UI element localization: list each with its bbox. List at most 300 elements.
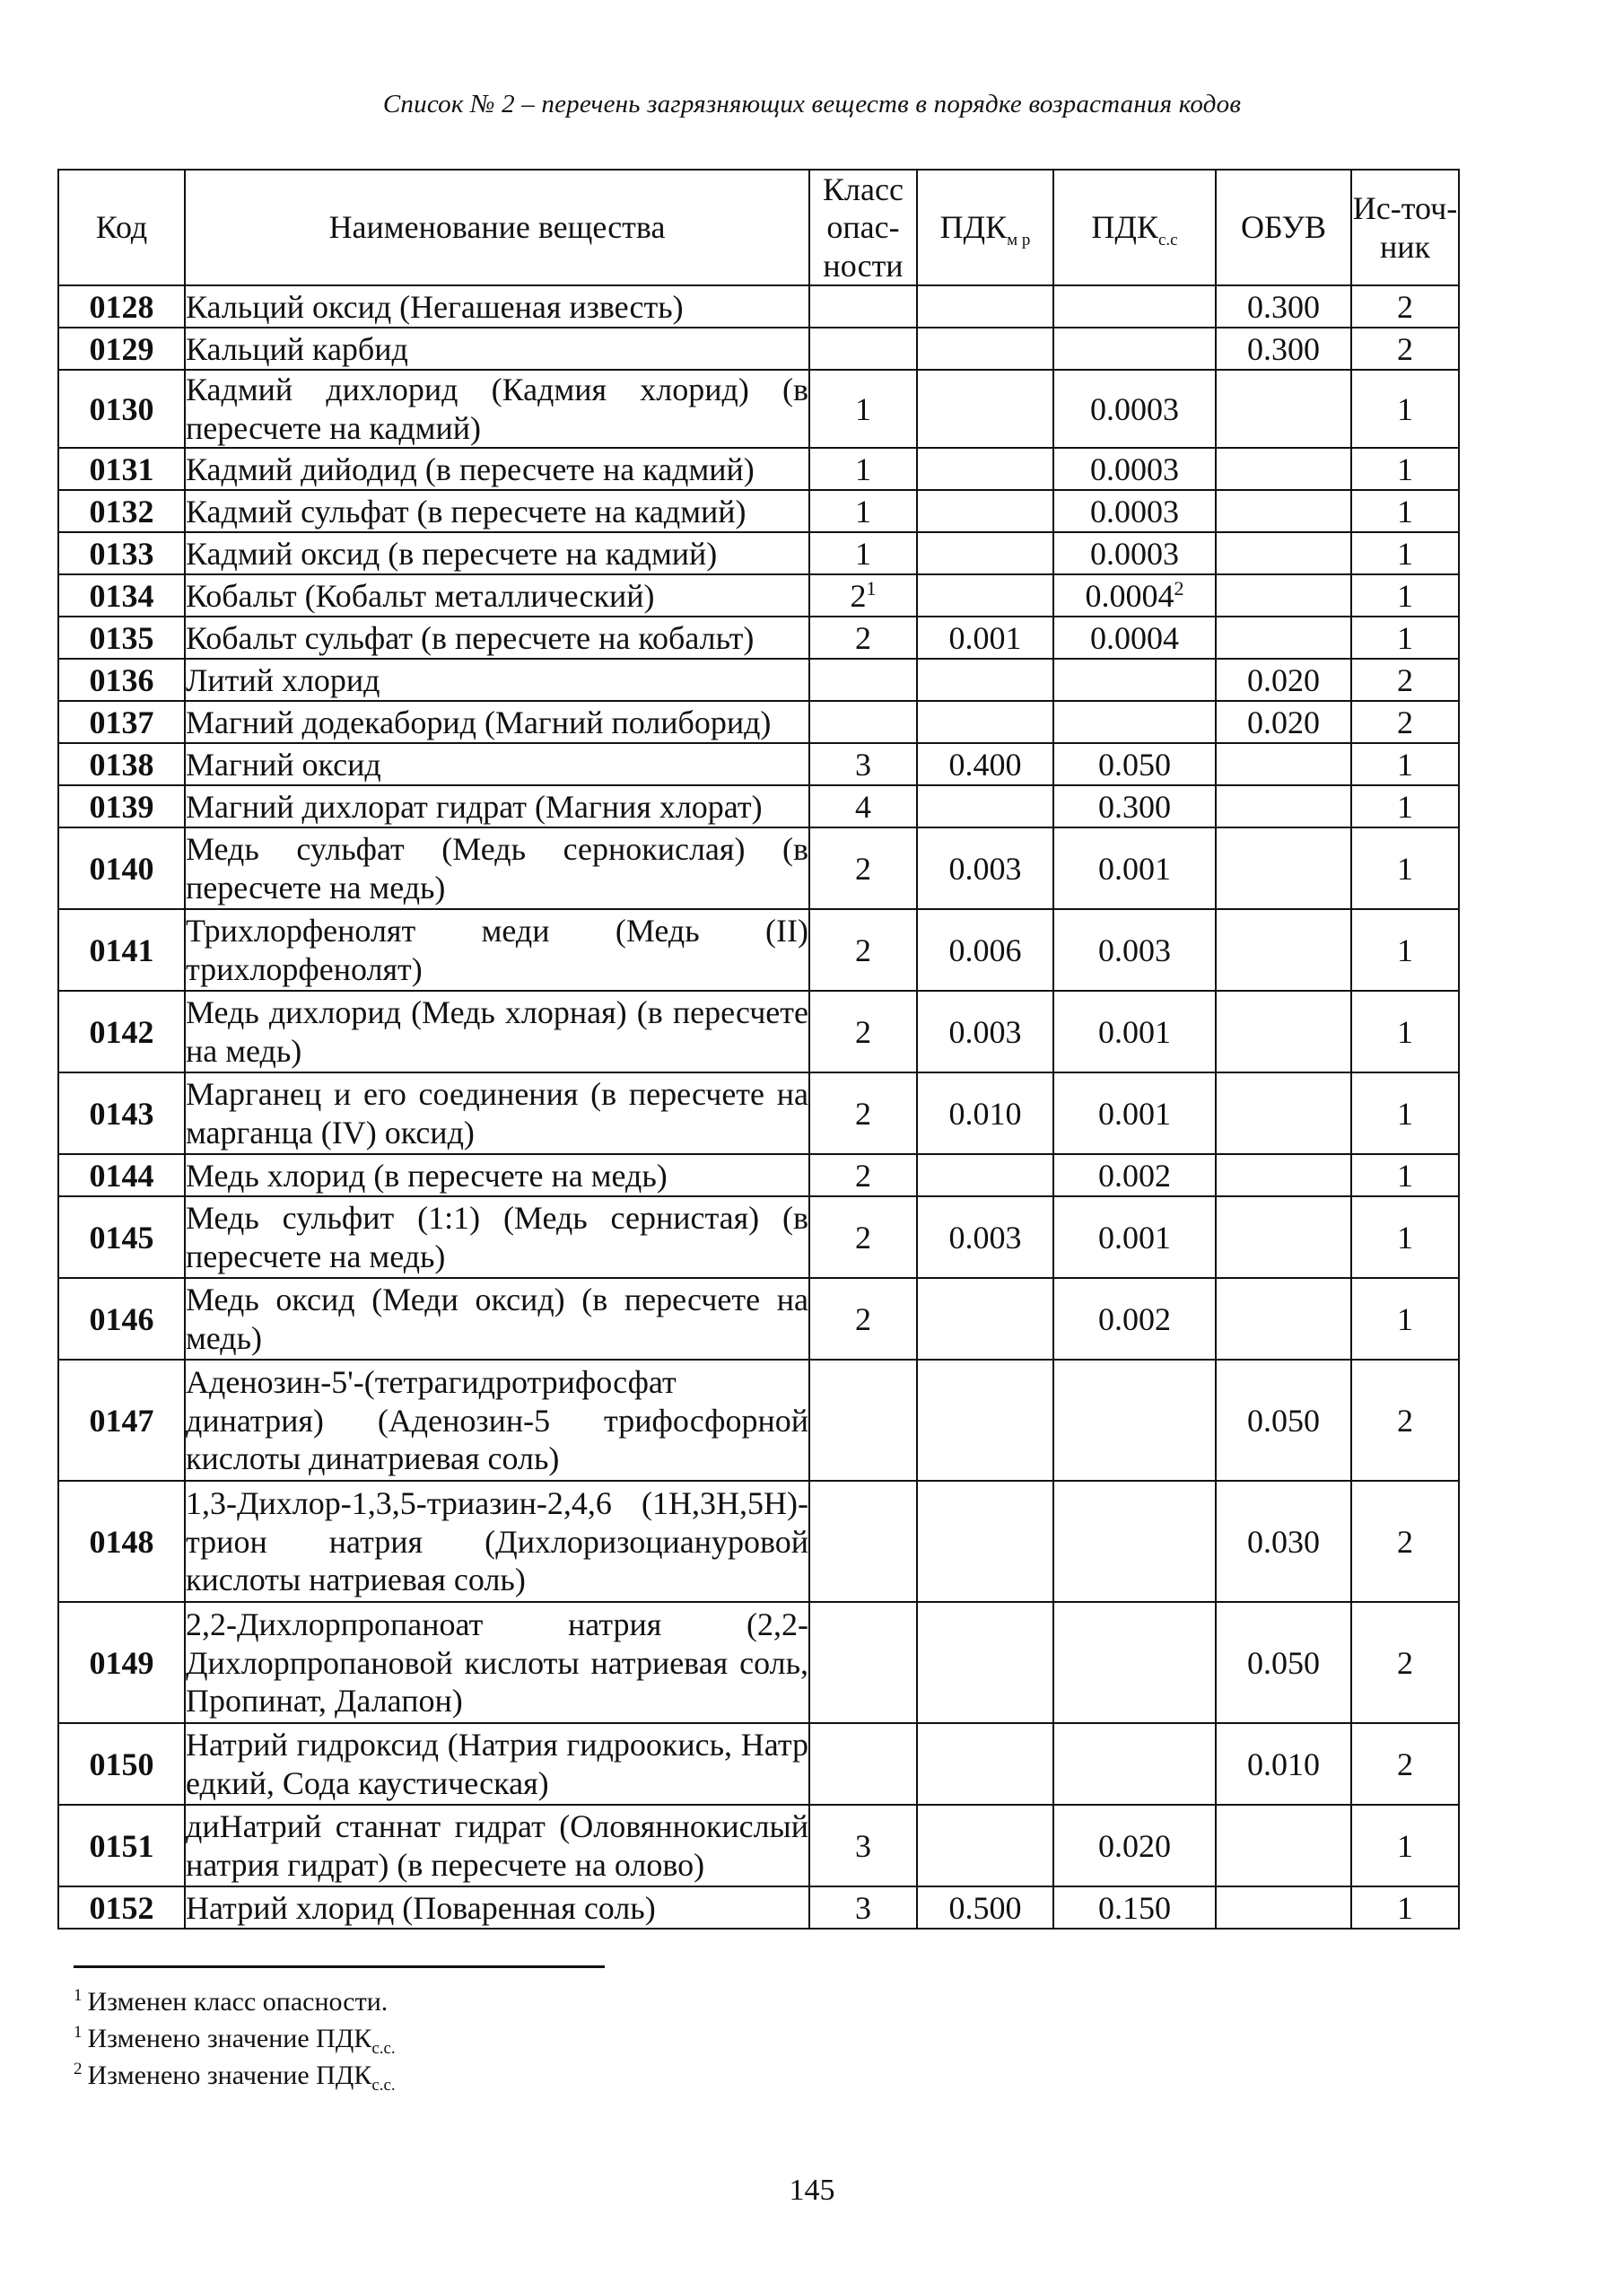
cell-code-text: 0143 — [89, 1095, 154, 1132]
cell-obuv — [1216, 1278, 1351, 1360]
cell-hazard-class-text: 3 — [855, 1827, 871, 1864]
cell-pdk-ss-text: 0.0003 — [1090, 493, 1179, 529]
cell-name-text: Литий хлорид — [186, 661, 380, 698]
footnote-mark: 1 — [74, 2023, 83, 2042]
cell-hazard-class-text: 3 — [855, 746, 871, 783]
cell-code-text: 0134 — [89, 577, 154, 614]
cell-pdk-ss — [1053, 743, 1216, 785]
cell-pdk-ss — [1053, 1723, 1216, 1805]
cell-code — [58, 701, 185, 743]
cell-source-text: 2 — [1397, 704, 1413, 740]
cell-name-text: Магний оксид — [186, 746, 381, 783]
table-row — [58, 1481, 1459, 1602]
cell-pdk-mr-text: 0.001 — [948, 619, 1022, 656]
cell-obuv — [1216, 1360, 1351, 1481]
table-row — [58, 370, 1459, 448]
cell-pdk-ss — [1053, 701, 1216, 743]
table-row — [58, 1154, 1459, 1196]
cell-name — [185, 285, 809, 328]
cell-hazard-class — [809, 370, 917, 448]
cell-hazard-class-text: 2 — [855, 850, 871, 887]
table-row — [58, 1360, 1459, 1481]
cell-name — [185, 617, 809, 659]
cell-name-text: Магний дихлорат гидрат (Магния хлорат) — [186, 788, 763, 825]
cell-pdk-mr — [917, 1154, 1053, 1196]
cell-name — [185, 448, 809, 490]
table-row — [58, 743, 1459, 785]
cell-code — [58, 991, 185, 1072]
table-row — [58, 1723, 1459, 1805]
cell-pdk-ss-text: 0.0003 — [1090, 451, 1179, 487]
cell-pdk-mr — [917, 1072, 1053, 1154]
cell-source — [1351, 1154, 1459, 1196]
cell-pdk-mr — [917, 574, 1053, 617]
cell-code-text: 0131 — [89, 451, 154, 487]
cell-obuv — [1216, 617, 1351, 659]
cell-hazard-class — [809, 490, 917, 532]
header-hazard-class-text: Класс опас-ности — [823, 171, 904, 284]
cell-hazard-class — [809, 701, 917, 743]
cell-pdk-ss — [1053, 1278, 1216, 1360]
cell-pdk-ss — [1053, 1481, 1216, 1602]
cell-source-text: 2 — [1397, 1746, 1413, 1782]
cell-pdk-mr-text: 0.003 — [948, 1013, 1022, 1050]
cell-pdk-ss-text: 0.0003 — [1090, 390, 1179, 427]
cell-pdk-mr-text: 0.006 — [948, 932, 1022, 968]
cell-pdk-ss-text: 0.0004 — [1090, 619, 1179, 656]
cell-obuv — [1216, 701, 1351, 743]
cell-hazard-class — [809, 1886, 917, 1929]
cell-code-text: 0146 — [89, 1300, 154, 1337]
cell-obuv — [1216, 448, 1351, 490]
table-row — [58, 785, 1459, 827]
table-row — [58, 490, 1459, 532]
cell-name — [185, 743, 809, 785]
cell-pdk-ss — [1053, 370, 1216, 448]
header-pdk-ss — [1053, 170, 1216, 285]
cell-name — [185, 370, 809, 448]
cell-obuv-text: 0.300 — [1247, 288, 1320, 325]
cell-name — [185, 1154, 809, 1196]
cell-hazard-class — [809, 1602, 917, 1723]
cell-hazard-class-text: 1 — [855, 493, 871, 529]
table-row — [58, 1602, 1459, 1723]
table-row — [58, 532, 1459, 574]
cell-name-text: Аденозин-5'-(тетрагидротрифосфат динатрия) (Аденозин-5 трифосфорной кислоты динатриевая соль) — [186, 1364, 808, 1477]
cell-obuv — [1216, 909, 1351, 991]
cell-code-text: 0147 — [89, 1402, 154, 1439]
cell-source — [1351, 328, 1459, 370]
cell-hazard-class — [809, 743, 917, 785]
cell-code-text: 0150 — [89, 1746, 154, 1782]
cell-name-text: Кальций карбид — [186, 330, 408, 367]
cell-pdk-ss-text: 0.001 — [1098, 1095, 1171, 1132]
cell-hazard-class — [809, 574, 917, 617]
cell-name-text: Медь оксид (Меди оксид) (в пересчете на медь) — [186, 1282, 808, 1356]
cell-pdk-ss-text: 0.001 — [1098, 850, 1171, 887]
cell-name — [185, 991, 809, 1072]
table-row — [58, 617, 1459, 659]
cell-hazard-class — [809, 659, 917, 701]
cell-code — [58, 370, 185, 448]
cell-hazard-class-text: 2 — [855, 1219, 871, 1256]
cell-source-text: 1 — [1397, 1300, 1413, 1337]
cell-source — [1351, 1278, 1459, 1360]
cell-obuv — [1216, 1805, 1351, 1886]
cell-obuv — [1216, 532, 1351, 574]
cell-pdk-ss — [1053, 448, 1216, 490]
cell-pdk-mr — [917, 328, 1053, 370]
footnote-text: Изменено значение ПДК — [87, 2061, 372, 2090]
cell-pdk-mr-text: 0.003 — [948, 1219, 1022, 1256]
cell-pdk-ss — [1053, 328, 1216, 370]
cell-code-text: 0145 — [89, 1219, 154, 1256]
cell-name — [185, 1886, 809, 1929]
cell-source — [1351, 617, 1459, 659]
cell-code — [58, 1602, 185, 1723]
cell-pdk-mr — [917, 1360, 1053, 1481]
header-obuv: ОБУВ — [1216, 170, 1351, 285]
cell-pdk-ss — [1053, 532, 1216, 574]
cell-source-text: 2 — [1397, 1523, 1413, 1560]
cell-pdk-mr-text: 0.003 — [948, 850, 1022, 887]
cell-code-text: 0138 — [89, 746, 154, 783]
cell-source — [1351, 743, 1459, 785]
cell-obuv — [1216, 1723, 1351, 1805]
cell-pdk-mr — [917, 785, 1053, 827]
table-row — [58, 448, 1459, 490]
cell-hazard-class-text: 3 — [855, 1889, 871, 1926]
cell-hazard-class-text: 4 — [855, 788, 871, 825]
cell-code-text: 0136 — [89, 661, 154, 698]
cell-pdk-mr — [917, 1196, 1053, 1278]
cell-name-text: диНатрий станнат гидрат (Оловяннокислый натрия гидрат) (в пересчете на олово) — [186, 1808, 808, 1883]
cell-hazard-class — [809, 1278, 917, 1360]
cell-name — [185, 1360, 809, 1481]
cell-obuv — [1216, 1072, 1351, 1154]
cell-code — [58, 1196, 185, 1278]
cell-pdk-ss — [1053, 285, 1216, 328]
cell-pdk-ss-text: 0.003 — [1098, 932, 1171, 968]
page-title: Список № 2 – перечень загрязняющих веществ в порядке возрастания кодов — [382, 90, 1242, 118]
cell-source-text: 1 — [1397, 535, 1413, 572]
cell-source-text: 1 — [1397, 788, 1413, 825]
footnote-sub: с.с. — [371, 2076, 396, 2095]
cell-source-text: 2 — [1397, 288, 1413, 325]
cell-source-text: 2 — [1397, 330, 1413, 367]
cell-source — [1351, 1886, 1459, 1929]
cell-name — [185, 1196, 809, 1278]
cell-hazard-class — [809, 1360, 917, 1481]
cell-code — [58, 574, 185, 617]
cell-hazard-class — [809, 785, 917, 827]
footnotes — [74, 1983, 396, 2094]
cell-source — [1351, 1072, 1459, 1154]
cell-name-text: Кобальт сульфат (в пересчете на кобальт) — [186, 619, 755, 656]
cell-pdk-mr — [917, 1278, 1053, 1360]
cell-source-text: 1 — [1397, 451, 1413, 487]
cell-code — [58, 448, 185, 490]
cell-code — [58, 743, 185, 785]
cell-source — [1351, 827, 1459, 909]
cell-hazard-class — [809, 448, 917, 490]
cell-name — [185, 1481, 809, 1602]
cell-code-text: 0152 — [89, 1889, 154, 1926]
cell-obuv-text: 0.050 — [1247, 1402, 1320, 1439]
cell-hazard-class-text: 2 — [850, 577, 867, 614]
cell-code — [58, 1278, 185, 1360]
cell-obuv — [1216, 490, 1351, 532]
table-row — [58, 1196, 1459, 1278]
cell-obuv — [1216, 574, 1351, 617]
cell-pdk-ss — [1053, 785, 1216, 827]
cell-obuv-text: 0.020 — [1247, 661, 1320, 698]
cell-hazard-class-text: 2 — [855, 1095, 871, 1132]
table-row — [58, 574, 1459, 617]
cell-code — [58, 909, 185, 991]
cell-hazard-class — [809, 827, 917, 909]
table-body — [58, 285, 1459, 1929]
header-source-text: Ис-точ-ник — [1352, 190, 1458, 265]
cell-hazard-class — [809, 328, 917, 370]
cell-source-text: 2 — [1397, 1644, 1413, 1681]
cell-code-text: 0133 — [89, 535, 154, 572]
cell-source — [1351, 370, 1459, 448]
cell-name-text: Кадмий сульфат (в пересчете на кадмий) — [186, 493, 747, 529]
cell-source-text: 1 — [1397, 619, 1413, 656]
cell-pdk-mr — [917, 1481, 1053, 1602]
cell-obuv — [1216, 1886, 1351, 1929]
cell-obuv — [1216, 1196, 1351, 1278]
cell-code-text: 0130 — [89, 390, 154, 427]
cell-code-text: 0142 — [89, 1013, 154, 1050]
cell-code — [58, 1154, 185, 1196]
cell-pdk-ss — [1053, 827, 1216, 909]
cell-source-text: 1 — [1397, 850, 1413, 887]
cell-name-text: Кобальт (Кобальт металлический) — [186, 577, 655, 614]
cell-source — [1351, 1481, 1459, 1602]
footnote-text: Изменено значение ПДК — [87, 2024, 372, 2053]
cell-code — [58, 1805, 185, 1886]
cell-pdk-ss-text: 0.300 — [1098, 788, 1171, 825]
cell-code — [58, 1072, 185, 1154]
cell-pdk-mr — [917, 909, 1053, 991]
cell-source — [1351, 1805, 1459, 1886]
cell-name-text: Медь дихлорид (Медь хлорная) (в пересчете на медь) — [186, 994, 808, 1069]
cell-code-text: 0135 — [89, 619, 154, 656]
cell-source-text: 1 — [1397, 1013, 1413, 1050]
cell-name-text: Медь сульфит (1:1) (Медь сернистая) (в пересчете на медь) — [186, 1200, 808, 1274]
cell-code — [58, 328, 185, 370]
cell-name-text: Медь хлорид (в пересчете на медь) — [186, 1157, 668, 1194]
cell-code — [58, 1360, 185, 1481]
cell-name — [185, 532, 809, 574]
cell-source-text: 1 — [1397, 1219, 1413, 1256]
table-row — [58, 1886, 1459, 1929]
header-pdk-mr-text: ПДК — [939, 209, 1008, 246]
cell-source — [1351, 1723, 1459, 1805]
cell-pdk-mr — [917, 1723, 1053, 1805]
cell-source-text: 1 — [1397, 746, 1413, 783]
cell-name-text: Трихлорфенолят меди (Медь (II) трихлорфенолят) — [186, 913, 808, 987]
cell-hazard-class-text: 2 — [855, 1013, 871, 1050]
cell-hazard-class-text: 2 — [855, 619, 871, 656]
cell-name-text: Кадмий оксид (в пересчете на кадмий) — [186, 535, 718, 572]
cell-obuv — [1216, 1481, 1351, 1602]
cell-pdk-mr — [917, 370, 1053, 448]
cell-pdk-mr-text: 0.010 — [948, 1095, 1022, 1132]
cell-name-text: Кадмий дихлорид (Кадмия хлорид) (в пересчете на кадмий) — [186, 372, 808, 446]
cell-obuv — [1216, 1154, 1351, 1196]
cell-pdk-mr — [917, 1886, 1053, 1929]
cell-code — [58, 532, 185, 574]
cell-name — [185, 1278, 809, 1360]
cell-name — [185, 827, 809, 909]
cell-code — [58, 1723, 185, 1805]
cell-pdk-ss — [1053, 1886, 1216, 1929]
cell-pdk-ss — [1053, 1360, 1216, 1481]
cell-pdk-mr — [917, 448, 1053, 490]
cell-code — [58, 827, 185, 909]
cell-pdk-mr — [917, 532, 1053, 574]
footnote-item — [74, 2057, 396, 2094]
table-row — [58, 659, 1459, 701]
footnote-item — [74, 1983, 396, 2020]
cell-pdk-ss-text: 0.020 — [1098, 1827, 1171, 1864]
cell-pdk-ss-text: 0.002 — [1098, 1300, 1171, 1337]
cell-hazard-class — [809, 1196, 917, 1278]
cell-name — [185, 574, 809, 617]
cell-pdk-mr — [917, 1805, 1053, 1886]
cell-hazard-class — [809, 617, 917, 659]
cell-pdk-ss-text: 0.150 — [1098, 1889, 1171, 1926]
cell-hazard-class-text: 2 — [855, 1300, 871, 1337]
cell-pdk-mr-text: 0.400 — [948, 746, 1022, 783]
footnote-sub: с.с. — [371, 2039, 396, 2058]
cell-code-text: 0141 — [89, 932, 154, 968]
table-header-row — [58, 170, 1459, 285]
cell-name — [185, 659, 809, 701]
cell-name — [185, 1723, 809, 1805]
cell-pdk-ss — [1053, 1154, 1216, 1196]
cell-name-text: 2,2-Дихлорпропаноат натрия (2,2-Дихлорпропановой кислоты натриевая соль, Пропинат, Далапон) — [186, 1606, 808, 1720]
cell-code — [58, 490, 185, 532]
table-row — [58, 285, 1459, 328]
table-row — [58, 991, 1459, 1072]
cell-code-text: 0144 — [89, 1157, 154, 1194]
cell-obuv — [1216, 991, 1351, 1072]
cell-obuv — [1216, 785, 1351, 827]
cell-name-text: Натрий гидроксид (Натрия гидроокись, Натр едкий, Сода каустическая) — [186, 1727, 808, 1801]
cell-code-text: 0132 — [89, 493, 154, 529]
cell-hazard-class-text: 2 — [855, 1157, 871, 1194]
cell-source — [1351, 909, 1459, 991]
footnote-mark: 1 — [866, 576, 877, 599]
cell-pdk-ss — [1053, 1196, 1216, 1278]
cell-source — [1351, 785, 1459, 827]
cell-source — [1351, 285, 1459, 328]
table-row — [58, 909, 1459, 991]
cell-pdk-ss — [1053, 909, 1216, 991]
cell-pdk-mr — [917, 617, 1053, 659]
cell-obuv — [1216, 827, 1351, 909]
cell-hazard-class-text: 1 — [855, 451, 871, 487]
footnote-divider — [74, 1965, 605, 1968]
cell-source-text: 1 — [1397, 390, 1413, 427]
cell-hazard-class — [809, 1072, 917, 1154]
cell-obuv — [1216, 285, 1351, 328]
cell-pdk-ss-text: 0.001 — [1098, 1219, 1171, 1256]
cell-code-text: 0149 — [89, 1644, 154, 1681]
cell-name — [185, 1602, 809, 1723]
cell-pdk-mr — [917, 1602, 1053, 1723]
cell-name — [185, 701, 809, 743]
cell-pdk-ss-text: 0.002 — [1098, 1157, 1171, 1194]
table-row — [58, 1805, 1459, 1886]
cell-pdk-ss — [1053, 574, 1216, 617]
cell-name — [185, 909, 809, 991]
cell-pdk-ss — [1053, 490, 1216, 532]
cell-source-text: 1 — [1397, 932, 1413, 968]
cell-source-text: 1 — [1397, 1095, 1413, 1132]
header-name: Наименование вещества — [185, 170, 809, 285]
cell-hazard-class — [809, 1805, 917, 1886]
footnote-mark: 2 — [74, 2060, 83, 2078]
cell-pdk-ss — [1053, 991, 1216, 1072]
cell-pdk-mr — [917, 701, 1053, 743]
cell-name-text: Натрий хлорид (Поваренная соль) — [186, 1889, 656, 1926]
header-pdk-ss-sub: с.с — [1157, 231, 1178, 250]
cell-code-text: 0151 — [89, 1827, 154, 1864]
cell-name — [185, 1072, 809, 1154]
cell-obuv-text: 0.010 — [1247, 1746, 1320, 1782]
cell-hazard-class — [809, 1154, 917, 1196]
cell-source-text: 1 — [1397, 1889, 1413, 1926]
cell-obuv — [1216, 1602, 1351, 1723]
cell-pdk-mr — [917, 743, 1053, 785]
cell-code — [58, 659, 185, 701]
cell-code — [58, 617, 185, 659]
cell-source-text: 1 — [1397, 577, 1413, 614]
footnote-text: Изменен класс опасности. — [87, 1987, 389, 2017]
cell-pdk-ss-text: 0.050 — [1098, 746, 1171, 783]
cell-pdk-mr — [917, 991, 1053, 1072]
cell-source — [1351, 1360, 1459, 1481]
cell-name-text: Марганец и его соединения (в пересчете на марганца (IV) оксид) — [186, 1076, 808, 1151]
cell-source — [1351, 701, 1459, 743]
cell-code-text: 0129 — [89, 330, 154, 367]
cell-source — [1351, 490, 1459, 532]
cell-name — [185, 328, 809, 370]
footnote-mark: 2 — [1174, 576, 1184, 599]
cell-pdk-mr — [917, 490, 1053, 532]
table-row — [58, 328, 1459, 370]
cell-source — [1351, 659, 1459, 701]
cell-pdk-mr — [917, 659, 1053, 701]
cell-hazard-class-text: 2 — [855, 932, 871, 968]
cell-hazard-class — [809, 1723, 917, 1805]
page-number: 145 — [789, 2174, 835, 2207]
footnote-item — [74, 2020, 396, 2057]
cell-pdk-ss — [1053, 1072, 1216, 1154]
cell-hazard-class-text: 1 — [855, 535, 871, 572]
cell-obuv-text: 0.300 — [1247, 330, 1320, 367]
cell-source-text: 2 — [1397, 661, 1413, 698]
cell-source — [1351, 1602, 1459, 1723]
cell-name-text: 1,3-Дихлор-1,3,5-триазин-2,4,6 (1Н,3Н,5Н)-трион натрия (Дихлоризоциануровой кислоты натриевая соль) — [186, 1485, 808, 1598]
cell-obuv-text: 0.030 — [1247, 1523, 1320, 1560]
cell-hazard-class-text: 1 — [855, 390, 871, 427]
